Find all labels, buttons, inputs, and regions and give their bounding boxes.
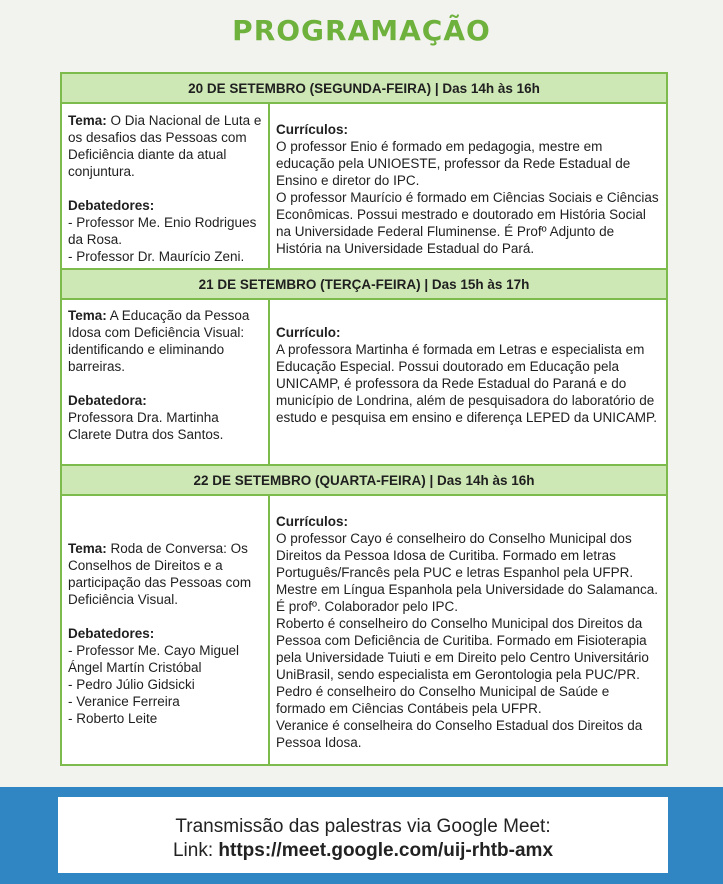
- topic-label: Tema:: [68, 113, 107, 128]
- curriculum-paragraph: Roberto é conselheiro do Conselho Municipal dos Direitos da Pessoa com Deficiência de Curitiba. Formado em Fisioterapia pela Universidade Tuiuti e em Direito pelo Centro Universitário UniBrasil, sendo especialista em Gerontologia pela PUC/PR.: [276, 616, 649, 682]
- footer-line: Transmissão das palestras via Google Meet:: [175, 816, 551, 837]
- day-header-3: 22 DE SETEMBRO (QUARTA-FEIRA) | Das 14h às 16h: [62, 464, 666, 496]
- footer-link-line: [58, 839, 668, 863]
- curriculum-label: Currículos:: [276, 122, 349, 137]
- topic-cell-2: [62, 300, 270, 464]
- curriculum-paragraph: O professor Cayo é conselheiro do Conselho Municipal dos Direitos da Pessoa Idosa de Curitiba. Formado em letras Português/Francês pela PUC e letras Espanhol pela UFPR. Mestre em Língua Espanhola pela Universidade do Salamanca. É profº. Colaborador pelo IPC.: [276, 531, 658, 614]
- debaters-label: Debatedores:: [68, 626, 155, 641]
- topic-cell-3: [62, 496, 270, 764]
- topic-value: Roda de Conversa: Os Conselhos de Direitos e a participação das Pessoas com Deficiência Visual.: [68, 541, 252, 607]
- day-row-3: [62, 496, 666, 764]
- topic-value: A Educação da Pessoa Idosa com Deficiência Visual: identificando e eliminando barreiras.: [68, 308, 250, 374]
- curriculum-paragraph: O professor Maurício é formado em Ciências Sociais e Ciências Econômicas. Possui mestrado e doutorado em História Social na Universidade Federal Fluminense. É Profº Adjunto de História na Universidade Estadual do Pará.: [276, 190, 659, 256]
- topic-text-3: [68, 540, 264, 608]
- topic-value: O Dia Nacional de Luta e os desafios das Pessoas com Deficiência diante da atual conjuntura.: [68, 113, 262, 179]
- day-header-2: 21 DE SETEMBRO (TERÇA-FEIRA) | Das 15h às 17h: [62, 268, 666, 300]
- link-label: Link:: [172, 840, 219, 861]
- debater-item: Professora Dra. Martinha Clarete Dutra dos Santos.: [68, 410, 224, 442]
- topic-cell-1: [62, 104, 270, 268]
- debaters-label: Debatedores:: [68, 198, 155, 213]
- curriculum-label: Currículo:: [276, 325, 341, 340]
- curriculum-cell-2: [270, 300, 666, 464]
- topic-label: Tema:: [68, 308, 107, 323]
- footer-box: [58, 797, 668, 873]
- curriculum-label: Currículos:: [276, 514, 349, 529]
- debater-item: - Veranice Ferreira: [68, 694, 180, 709]
- topic-label: Tema:: [68, 541, 107, 556]
- topic-text-1: [68, 112, 264, 180]
- curriculum-paragraph: O professor Enio é formado em pedagogia, mestre em educação pela UNIOESTE, professor da Rede Estadual de Ensino e diretor do IPC.: [276, 139, 631, 188]
- debater-item: - Roberto Leite: [68, 711, 158, 726]
- debater-item: - Professor Me. Cayo Miguel Ángel Martín Cristóbal: [68, 643, 240, 675]
- schedule-table: [60, 72, 668, 766]
- day-row-1: [62, 104, 666, 268]
- day-row-2: [62, 300, 666, 464]
- debater-item: - Professor Dr. Maurício Zeni.: [68, 249, 245, 264]
- debaters-label: Debatedora:: [68, 393, 147, 408]
- page-title: PROGRAMAÇÃO: [232, 14, 491, 47]
- curriculum-cell-3: [270, 496, 666, 764]
- curriculum-cell-1: [270, 104, 666, 268]
- day-header-1: 20 DE SETEMBRO (SEGUNDA-FEIRA) | Das 14h às 16h: [62, 74, 666, 104]
- curriculum-paragraph: Pedro é conselheiro do Conselho Municipal de Saúde e formado em Ciências Contábeis pela UFPR.: [276, 684, 610, 716]
- debater-item: - Professor Me. Enio Rodrigues da Rosa.: [68, 215, 257, 247]
- debater-item: - Pedro Júlio Gidsicki: [68, 677, 195, 692]
- curriculum-paragraph: A professora Martinha é formada em Letras e especialista em Educação Especial. Possui doutorado em Educação pela UNICAMP, é professora da Rede Estadual do Paraná e do município de Londrina, além de pesquisadora do laboratório de estudo e pesquisa em ensino e diferença LEPED da UNICAMP.: [276, 342, 657, 425]
- topic-text-2: [68, 307, 264, 375]
- curriculum-paragraph: Veranice é conselheira do Conselho Estadual dos Direitos da Pessoa Idosa.: [276, 718, 643, 750]
- meet-link[interactable]: https://meet.google.com/uij-rhtb-amx: [218, 840, 554, 861]
